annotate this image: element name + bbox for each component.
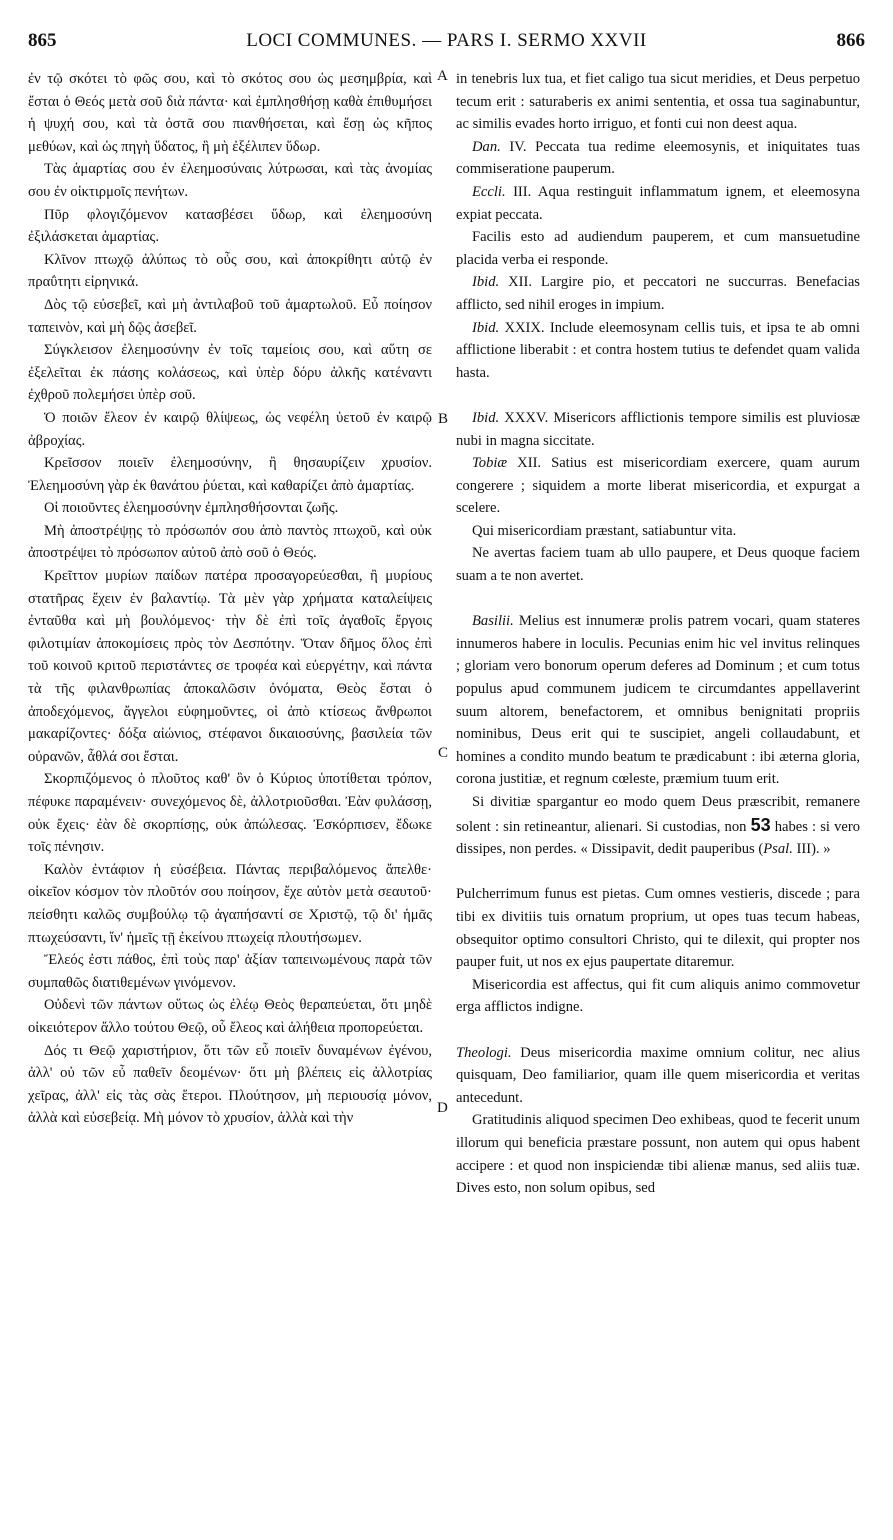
page-number-left: 865	[28, 30, 57, 51]
latin-paragraph: Facilis esto ad audiendum pauperem, et cum mansuetudine placida verba ei responde.	[456, 229, 860, 268]
latin-paragraph: Tobiæ XII. Satius est misericordiam exercere, quam aurum congerere ; siquidem a morte liberat misericordia, et expurgat a scelere.	[456, 455, 860, 517]
latin-column	[456, 68, 860, 1200]
latin-paragraph: Gratitudinis aliquod specimen Deo exhibeas, quod te fecerit unum illorum qui beneficia præstare possunt, non autem qui opus habent accipere : et quod non inspiciendæ tibi alienæ manus, sed aliis tuæ. Dives esto, non solum opibus, sed	[456, 1112, 860, 1197]
latin-paragraph: Qui misericordiam præstant, satiabuntur vita.	[472, 522, 737, 539]
spacer	[456, 384, 860, 407]
latin-paragraph: Theologi. Deus misericordia maxime omnium colitur, nec alius quisquam, Deo familiarior, quam ille quem misericordia et veritas antecedunt.	[456, 1044, 860, 1106]
greek-paragraph: Δός τι Θεῷ χαριστήριον, ὅτι τῶν εὖ ποιεῖν δυναμένων ἐγένου, ἀλλ' οὐ τῶν εὖ παθεῖν δεομένων· ὅτι μὴ βλέπεις εἰς ἀλλοτρίας χεῖρας, ἀλλ' εἰς τὰς σὰς ἕτεροι. Πλούτησον, μὴ περιουσίᾳ μόνον, ἀλλὰ καὶ εὐσεβείᾳ. Μὴ μόνον τὸ χρυσίον, ἀλλὰ καὶ τὴν	[28, 1042, 432, 1127]
greek-paragraph: ἐν τῷ σκότει τὸ φῶς σου, καὶ τὸ σκότος σου ὡς μεσημβρία, καὶ ἔσται ὁ Θεός μετὰ σοῦ διὰ πάντα· καὶ ἐμπλησθήσῃ καθὰ ἐπιθυμήσει ἡ ψυχή σου, καὶ τὰ ὀστᾶ σου πιανθήσεται, καὶ ἔσῃ ὡς κῆπος μεθύων, καὶ ὡς πηγὴ ὕδατος, ἣ μὴ ἐξέλιπεν ὕδωρ.	[28, 71, 432, 155]
greek-paragraph: Κρεῖσσον ποιεῖν ἐλεημοσύνην, ἢ θησαυρίζειν χρυσίον. Ἐλεημοσύνη γὰρ ἐκ θανάτου ῥύεται, καὶ καθαρίζει ἀπὸ ἁμαρτίας.	[28, 455, 432, 494]
margin-mark-b: B	[438, 411, 449, 427]
greek-column	[28, 68, 432, 1130]
latin-paragraph: Dan. IV. Peccata tua redime eleemosynis, et iniquitates tuas commiseratione pauperum.	[456, 138, 860, 178]
source-citation: Ibid.	[472, 274, 500, 291]
source-citation: Basilii.	[472, 613, 514, 630]
greek-paragraph: Κρεῖττον μυρίων παίδων πατέρα προσαγορεύεσθαι, ἢ μυρίους στατῆρας ἔχειν ἐν βαλαντίῳ. Τὰ μὲν γὰρ χρήματα καταλείψεις ἐνταῦθα καὶ μὴ βουλόμενος· τὴν δὲ ἐπὶ τοῖς ἀγαθοῖς ἔργοις φιλοτιμίαν ἀποκομίσεις πρὸς τὸν Δεσπότην. Ὅταν δῆμος ὅλος ἐπὶ τοῦ κοινοῦ κριτοῦ περιστάντες σε τροφέα καὶ εὐεργέτην, καὶ πάντα τὰ τῆς φιλανθρωπίας ἀποκαλῶσιν ὀνόματα, Θεὸς ἔσται ὁ ἀποδεχόμενος, ἄγγελοι εὐφημοῦντες, οἱ ἀπὸ κτίσεως ἄνθρωποι μακαρίζοντες· δόξα αἰώνιος, στέφανοι δικαιοσύνης, βασιλεία τῶν οὐρανῶν, ἆθλά σοι ἔσται.	[28, 568, 432, 765]
latin-paragraph: Basilii. Melius est innumeræ prolis patrem vocari, quam stateres innumeros habere in loculis. Pecunias enim hic vel invitus relinques ; gloriam vero bonorum operum deferes ad Dominum ; et cum totus populus apud communem judicem te circumdantes appellaverint suum altorem, benefactorem, et omnibus benignitati propriis nominibus, Deus erit qui te suscipiet, angeli collaudabunt, et homines a condito mundo beatum te prædicabunt : ibi æterna gloria, corona justitiæ, et regnum cœleste, præmium tuum erit.	[456, 613, 860, 788]
greek-paragraph: Μὴ ἀποστρέψῃς τὸ πρόσωπόν σου ἀπὸ παντὸς πτωχοῦ, καὶ οὐκ ἀποστρέψει τὸ πρόσωπον αὐτοῦ ἀπὸ σοῦ ὁ Θεός.	[28, 522, 432, 562]
source-citation: Eccli.	[472, 183, 506, 200]
greek-paragraph: Σύγκλεισον ἐλεημοσύνην ἐν τοῖς ταμείοις σου, καὶ αὕτη σε ἐξελεῖται ἐκ πάσης κολάσεως, καὶ ὑπὲρ δόρυ ἀλκῆς κατέναντι ἐχθροῦ πολεμήσει ὑπὲρ σοῦ.	[28, 342, 432, 404]
running-header	[28, 30, 865, 60]
source-citation: Ibid.	[472, 409, 500, 426]
greek-paragraph: Ἔλεός ἐστι πάθος, ἐπὶ τοὺς παρ' ἀξίαν ταπεινωμένους παρὰ τῶν συμπαθῶς διατιθεμένων γινόμενον.	[28, 952, 432, 991]
latin-paragraph: Ibid. XXXV. Misericors afflictionis tempore similis est pluviosæ nubi in magna siccitate.	[456, 409, 860, 449]
greek-paragraph: Κλῖνον πτωχῷ ἀλύπως τὸ οὖς σου, καὶ ἀποκρίθητι αὐτῷ ἐν πραΰτητι εἰρηνικά.	[28, 251, 432, 291]
greek-paragraph: Δὸς τῷ εὐσεβεῖ, καὶ μὴ ἀντιλαβοῦ τοῦ ἁμαρτωλοῦ. Εὖ ποίησον ταπεινὸν, καὶ μὴ δῷς ἀσεβεῖ.	[28, 296, 432, 336]
greek-paragraph: Σκορπιζόμενος ὁ πλοῦτος καθ' ὃν ὁ Κύριος ὑποτίθεται τρόπον, πέφυκε παραμένειν· συνεχόμενος δὲ, ἀλλοτριοῦσθαι. Ἐὰν φυλάσσῃ, οὐκ ἔχεις· ἐὰν δὲ σκορπίσῃς, οὐκ ἀπώλεσας. Ἐσκόρπισεν, ἔδωκε τοῖς πένησιν.	[28, 771, 432, 856]
latin-paragraph: Ibid. XXIX. Include eleemosynam cellis tuis, et ipsa te ab omni afflictione liberabit : et contra hostem tutius te defendet quam valida hasta.	[456, 319, 860, 381]
spacer	[456, 1019, 860, 1042]
greek-paragraph: Καλὸν ἐντάφιον ἡ εὐσέβεια. Πάντας περιβαλόμενος ἄπελθε· οἰκεῖον κόσμον τὸν πλοῦτόν σου ποίησον, ἔχε αὐτὸν μετὰ σεαυτοῦ· πείσθητι καλῶς συμβούλῳ τῷ ἀγαπήσαντί σε Χριστῷ, τῷ δι' ἡμᾶς πτωχεύσαντι, ἵν' ἡμεῖς τῇ ἐκείνου πτωχείᾳ πλουτήσωμεν.	[28, 861, 432, 946]
greek-paragraph: Ὁ ποιῶν ἔλεον ἐν καιρῷ θλίψεως, ὡς νεφέλη ὑετοῦ ἐν καιρῷ ἀβροχίας.	[28, 409, 432, 449]
source-citation: Psal.	[763, 841, 793, 858]
margin-mark-a: A	[437, 68, 448, 84]
latin-paragraph: Eccli. III. Aqua restinguit inflammatum ignem, et eleemosyna expiat peccata.	[456, 183, 860, 223]
spacer	[456, 588, 860, 611]
margin-mark-d: D	[437, 1100, 448, 1116]
latin-paragraph: Pulcherrimum funus est pietas. Cum omnes vestieris, discede ; para tibi ex divitiis tuis ornatum proprium, ut opes tuas tecum habeas, obsequitor optimo consultori Christo, qui te dilexit, qui propter nos pauper fuit, ut nos ex ejus paupertate ditaremur.	[456, 886, 860, 971]
spacer	[456, 861, 860, 884]
source-citation: Dan.	[472, 138, 501, 155]
greek-paragraph: Οἱ ποιοῦντες ἐλεημοσύνην ἐμπλησθήσονται ζωῆς.	[44, 500, 339, 517]
source-citation: Theologi.	[456, 1044, 512, 1061]
page-number-right: 866	[836, 30, 865, 51]
latin-paragraph: Si divitiæ spargantur eo modo quem Deus præscribit, remanere solent : sin retineantur, alienari. Si custodias, non 53 habes : si vero dissipes, non perdes. « Dissipavit, dedit pauperibus (Psal. III). »	[456, 794, 860, 858]
margin-mark-c: C	[438, 745, 449, 761]
running-title: LOCI COMMUNES. — PARS I. SERMO XXVII	[246, 30, 647, 51]
latin-paragraph: Ibid. XII. Largire pio, et peccatori ne succurras. Benefacias afflicto, sed nihil eroges in impium.	[456, 274, 860, 313]
greek-paragraph: Οὐδενὶ τῶν πάντων οὕτως ὡς ἐλέῳ Θεὸς θεραπεύεται, ὅτι μηδὲ οἰκειότερον ἄλλο τούτου Θεῷ, οὗ ἔλεος καὶ ἀλήθεια προπορεύεται.	[28, 997, 432, 1036]
greek-paragraph: Τὰς ἁμαρτίας σου ἐν ἐλεημοσύναις λύτρωσαι, καὶ τὰς ἀνομίας σου ἐν οἰκτιρμοῖς πενήτων.	[28, 161, 432, 200]
source-citation: Ibid.	[472, 319, 500, 336]
latin-paragraph: Ne avertas faciem tuam ab ullo paupere, et Deus quoque faciem suam a te non avertet.	[456, 545, 860, 585]
greek-paragraph: Πῦρ φλογιζόμενον κατασβέσει ὕδωρ, καὶ ἐλεημοσύνη ἐξιλάσκεται ἁμαρτίας.	[28, 206, 432, 246]
page-marker: 53	[750, 814, 771, 835]
source-citation: Tobiæ	[472, 455, 508, 472]
latin-paragraph: in tenebris lux tua, et fiet caligo tua sicut meridies, et Deus perpetuo tecum erit : saturaberis ex animi sententia, et ossa tua saginabuntur, ac similis evades horto irriguo, et fonti cui non deest aqua.	[456, 71, 860, 133]
latin-paragraph: Misericordia est affectus, qui fit cum aliquis animo commovetur erga afflictos indigne.	[456, 976, 860, 1016]
